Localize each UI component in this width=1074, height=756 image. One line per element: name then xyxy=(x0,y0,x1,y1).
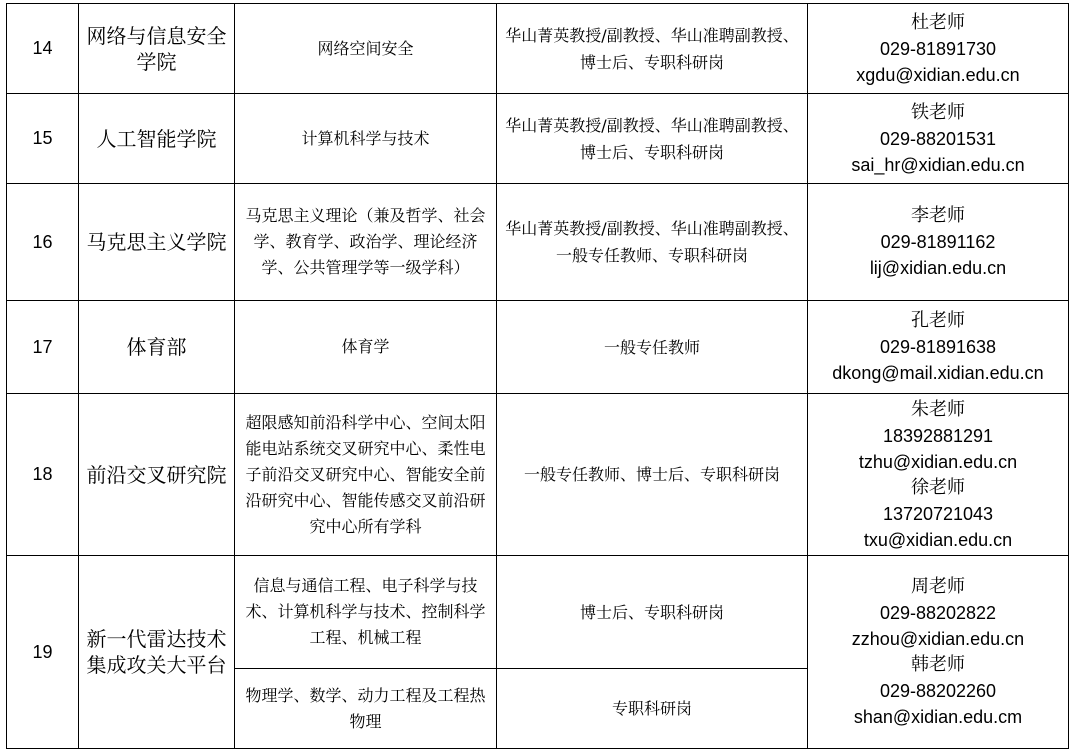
contact-name: 朱老师 xyxy=(911,398,965,420)
college-name: 新一代雷达技术集成攻关大平台 xyxy=(79,556,235,749)
row-number: 18 xyxy=(7,394,79,556)
row-number: 19 xyxy=(7,556,79,749)
contact-email: dkong@mail.xidian.edu.cn xyxy=(832,363,1044,383)
college-name: 体育部 xyxy=(79,301,235,394)
contact-name: 周老师 xyxy=(911,576,965,597)
contact-email: sai_hr@xidian.edu.cn xyxy=(851,154,1025,175)
row-number: 14 xyxy=(7,4,79,94)
contact-phone: 029-88202260 xyxy=(879,681,997,701)
position-types: 华山菁英教授/副教授、华山准聘副教授、一般专任教师、专职科研岗 xyxy=(497,184,808,301)
discipline: 体育学 xyxy=(235,301,497,394)
contact-phone: 029-81891162 xyxy=(880,232,996,252)
contact-name: 铁老师 xyxy=(911,101,965,123)
contact-cell xyxy=(808,556,1069,749)
discipline: 马克思主义理论（兼及哲学、社会学、教育学、政治学、理论经济学、公共管理学等一级学科） xyxy=(235,184,497,301)
contact-phone: 029-88201531 xyxy=(879,128,997,149)
row-number: 16 xyxy=(7,184,79,301)
contact-phone: 13720721043 xyxy=(882,503,994,524)
discipline: 超限感知前沿科学中心、空间太阳能电站系统交叉研究中心、柔性电子前沿交叉研究中心、智能安全前沿研究中心、智能传感交叉前沿研究中心所有学科 xyxy=(235,394,497,556)
position-types: 一般专任教师 xyxy=(497,301,808,394)
contact-email: shan@xidian.edu.cm xyxy=(853,707,1023,727)
contact-cell xyxy=(808,184,1069,301)
table-row xyxy=(7,4,1069,94)
row-number: 17 xyxy=(7,301,79,394)
table-row xyxy=(7,394,1069,556)
recruitment-table xyxy=(6,3,1069,749)
table-row xyxy=(7,94,1069,184)
table-row xyxy=(7,301,1069,394)
contact-phone: 18392881291 xyxy=(882,425,994,446)
college-name: 网络与信息安全学院 xyxy=(79,4,235,94)
college-name: 人工智能学院 xyxy=(79,94,235,184)
college-name: 马克思主义学院 xyxy=(79,184,235,301)
table-row xyxy=(7,556,1069,669)
contact-cell xyxy=(808,94,1069,184)
discipline: 计算机科学与技术 xyxy=(235,94,497,184)
discipline: 物理学、数学、动力工程及工程热物理 xyxy=(235,669,497,749)
contact-email: xgdu@xidian.edu.cn xyxy=(856,64,1020,85)
contact-name: 徐老师 xyxy=(911,476,965,498)
contact-cell xyxy=(808,394,1069,556)
row-number: 15 xyxy=(7,94,79,184)
contact-email: tzhu@xidian.edu.cn xyxy=(858,451,1018,472)
contact-email: zzhou@xidian.edu.cn xyxy=(851,629,1025,649)
discipline: 网络空间安全 xyxy=(235,4,497,94)
contact-phone: 029-81891638 xyxy=(879,337,997,357)
contact-name: 李老师 xyxy=(911,205,965,226)
contact-cell xyxy=(808,4,1069,94)
college-name: 前沿交叉研究院 xyxy=(79,394,235,556)
contact-phone: 029-88202822 xyxy=(879,603,997,623)
position-types: 专职科研岗 xyxy=(497,669,808,749)
contact-email: lij@xidian.edu.cn xyxy=(869,258,1007,278)
contact-name: 孔老师 xyxy=(911,310,965,331)
contact-email: txu@xidian.edu.cn xyxy=(863,529,1013,550)
contact-cell xyxy=(808,301,1069,394)
discipline: 信息与通信工程、电子科学与技术、计算机科学与技术、控制科学工程、机械工程 xyxy=(235,556,497,669)
position-types: 华山菁英教授/副教授、华山准聘副教授、博士后、专职科研岗 xyxy=(497,94,808,184)
contact-name: 韩老师 xyxy=(911,654,965,675)
contact-phone: 029-81891730 xyxy=(879,38,997,59)
contact-name: 杜老师 xyxy=(911,11,965,33)
position-types: 一般专任教师、博士后、专职科研岗 xyxy=(497,394,808,556)
table-row xyxy=(7,184,1069,301)
position-types: 博士后、专职科研岗 xyxy=(497,556,808,669)
position-types: 华山菁英教授/副教授、华山准聘副教授、博士后、专职科研岗 xyxy=(497,4,808,94)
